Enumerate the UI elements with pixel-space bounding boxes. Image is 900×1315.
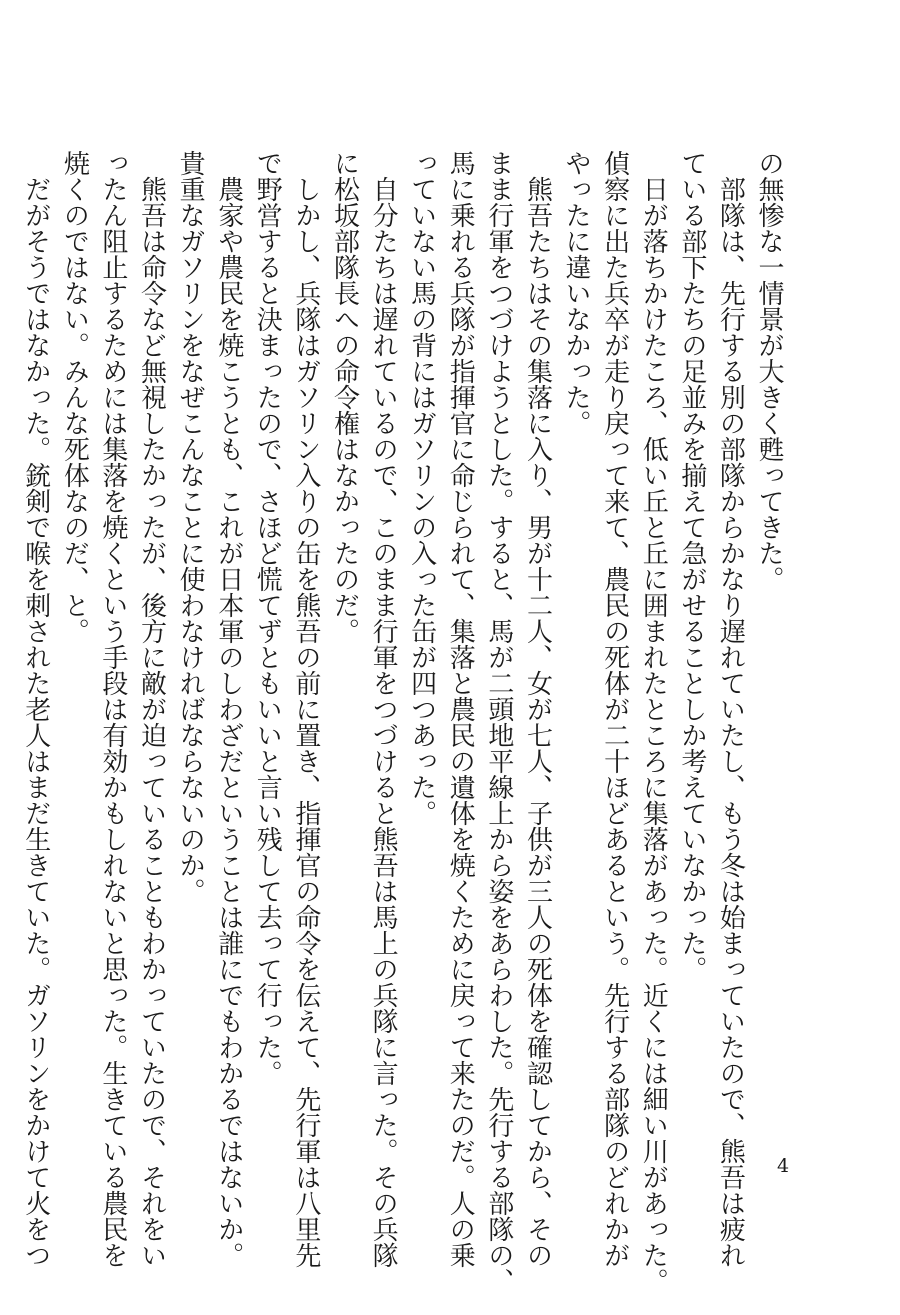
text-line: だがそうではなかった。銃剣で喉を刺された老人はまだ生きていた。ガソリンをかけて火をつ — [20, 176, 51, 1268]
text-line: 熊吾は命令など無視したかったが、後方に敵が迫っていることもわかっていたので、それをい — [136, 176, 167, 1268]
text-line: 熊吾たちはその集落に入り、男が十二人、女が七人、子供が三人の死体を確認してから、その — [522, 176, 553, 1268]
text-line: っていない馬の背にはガソリンの入った缶が四つあった。 — [406, 150, 437, 826]
text-line: やったに違いなかった。 — [561, 150, 592, 436]
text-line: に松坂部隊長への命令権はなかったのだ。 — [329, 150, 360, 644]
text-line: ったん阻止するためには集落を焼くという手段は有効かもしれないと思った。生きている農民を — [97, 150, 128, 1268]
text-line: 焼くのではない。みんな死体なのだ、と。 — [59, 150, 90, 644]
text-line: の無惨な一情景が大きく甦ってきた。 — [754, 150, 784, 592]
text-line: 貴重なガソリンをなぜこんなことに使わなければならないのか。 — [175, 150, 206, 904]
text-line: 部隊は、先行する別の部隊からかなり遅れていたし、もう冬は始まっていたので、熊吾は疲れ — [715, 176, 746, 1268]
text-line: で野営すると決まったので、さほど慌てずともいいと言い残して去って行った。 — [252, 150, 283, 1086]
text-line: ている部下たちの足並みを揃えて急がせることしか考えていなかった。 — [676, 150, 707, 982]
text-line: まま行軍をつづけようとした。すると、馬が二頭地平線上から姿をあらわした。先行する部隊の、 — [483, 150, 514, 1294]
text-line: 日が落ちかけたころ、低い丘と丘に囲まれたところに集落があった。近くには細い川があった。 — [638, 176, 669, 1294]
text-line: 馬に乗れる兵隊が指揮官に命じられて、集落と農民の遺体を焼くために戻って来たのだ。人の乗 — [445, 150, 476, 1268]
text-line: 偵察に出た兵卒が走り戻って来て、農民の死体が二十ほどあるという。先行する部隊のどれかが — [599, 150, 630, 1268]
text-line: 農家や農民を焼こうとも、これが日本軍のしわざだということは誰にでもわかるではないか。 — [213, 176, 244, 1268]
text-line: 自分たちは遅れているので、このまま行軍をつづけると熊吾は馬上の兵隊に言った。その兵隊 — [368, 176, 399, 1268]
page-number: 4 — [777, 1155, 790, 1177]
text-line: しかし、兵隊はガソリン入りの缶を熊吾の前に置き、指揮官の命令を伝えて、先行軍は八里先 — [290, 176, 321, 1268]
body-text — [16, 150, 788, 1294]
